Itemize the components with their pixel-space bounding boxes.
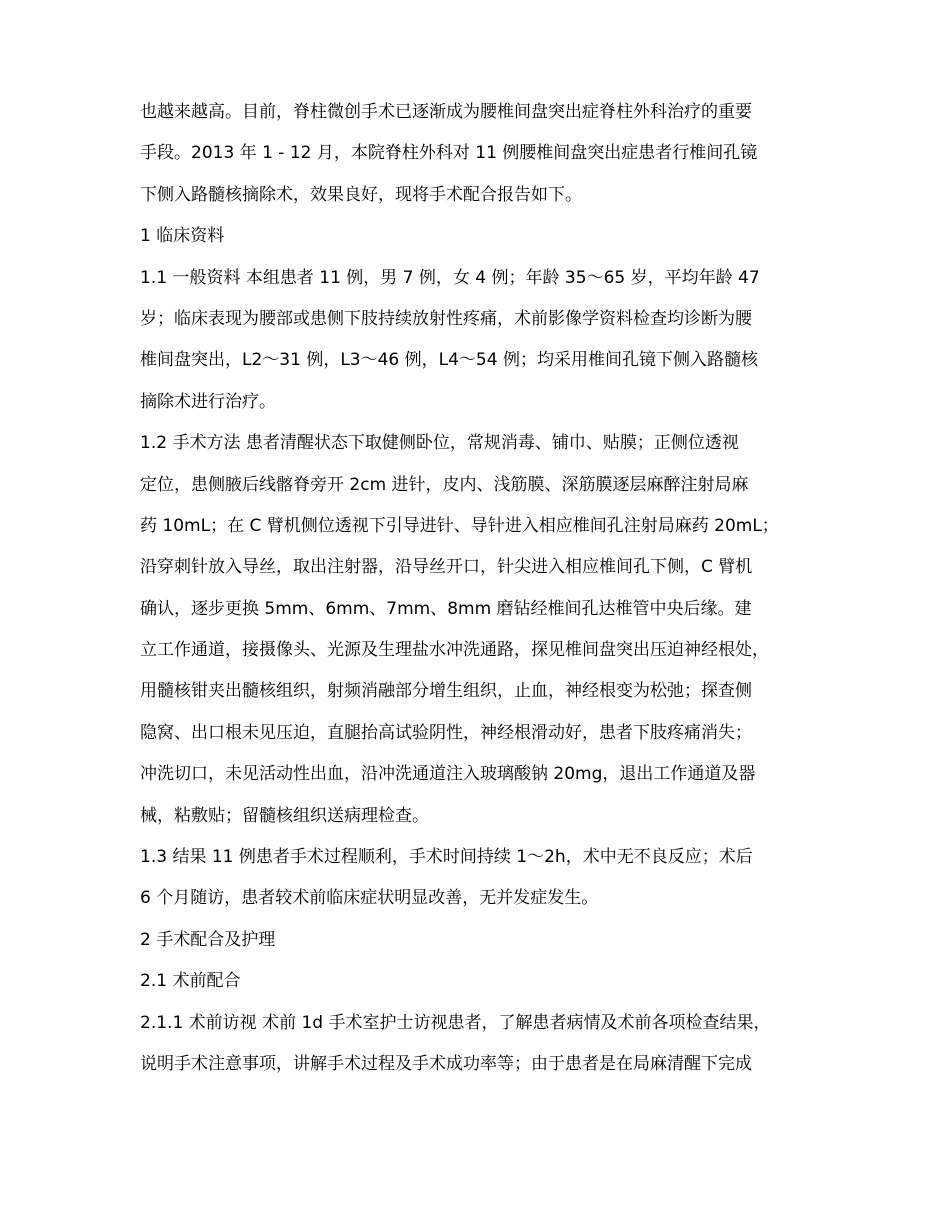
text-line: 下侧入路髓核摘除术，效果良好，现将手术配合报告如下。 (140, 184, 582, 205)
text-line: 隐窝、出口根未见压迫，直腿抬高试验阴性，神经根滑动好，患者下肢疼痛消失； (140, 722, 752, 743)
text-line: 沿穿刺针放入导丝，取出注射器，沿导丝开口，针尖进入相应椎间孔下侧，C 臂机 (140, 557, 753, 578)
text-line: 摘除术进行治疗。 (140, 391, 276, 412)
text-line: 岁；临床表现为腰部或患侧下肢持续放射性疼痛，术前影像学资料检查均诊断为腰 (140, 308, 752, 329)
text-line: 械，粘敷贴；留髓核组织送病理检查。 (140, 805, 429, 826)
text-line: 1.2 手术方法 患者清醒状态下取健侧卧位，常规消毒、铺巾、贴膜；正侧位透视 (140, 433, 739, 454)
section-heading: 2 手术配合及护理 (140, 929, 276, 950)
text-line: 1.3 结果 11 例患者手术过程顺利，手术时间持续 1～2h，术中无不良反应；术后 (140, 847, 753, 868)
text-line: 2.1.1 术前访视 术前 1d 手术室护士访视患者，了解患者病情及术前各项检查结果， (140, 1012, 771, 1033)
section-heading: 1 临床资料 (140, 226, 225, 247)
document-body (140, 92, 840, 1085)
text-line: 1.1 一般资料 本组患者 11 例，男 7 例，女 4 例；年龄 35～65 岁，平均年龄 47 (140, 267, 760, 288)
text-line: 用髓核钳夹出髓核组织，射频消融部分增生组织，止血，神经根变为松弛；探查侧 (140, 681, 752, 702)
text-line: 药 10mL；在 C 臂机侧位透视下引导进针、导针进入相应椎间孔注射局麻药 20mL； (140, 515, 779, 536)
text-line: 也越来越高。目前，脊柱微创手术已逐渐成为腰椎间盘突出症脊柱外科治疗的重要 (140, 102, 752, 122)
text-line: 说明手术注意事项，讲解手术过程及手术成功率等；由于患者是在局麻清醒下完成 (140, 1053, 752, 1074)
text-line: 6 个月随访，患者较术前临床症状明显改善，无并发症发生。 (140, 888, 599, 909)
subsection-heading: 2.1 术前配合 (140, 971, 241, 992)
text-line: 椎间盘突出，L2～31 例，L3～46 例，L4～54 例；均采用椎间孔镜下侧入路髓核 (140, 350, 758, 371)
text-line: 确认，逐步更换 5mm、6mm、7mm、8mm 磨钻经椎间孔达椎管中央后缘。建 (140, 598, 752, 619)
text-line: 立工作通道，接摄像头、光源及生理盐水冲洗通路，探见椎间盘突出压迫神经根处， (140, 640, 769, 661)
text-line: 手段。2013 年 1 - 12 月，本院脊柱外科对 11 例腰椎间盘突出症患者行椎间孔镜 (140, 143, 758, 164)
text-line: 定位，患侧腋后线髂脊旁开 2cm 进针，皮内、浅筋膜、深筋膜逐层麻醉注射局麻 (140, 474, 749, 495)
text-line: 冲洗切口，未见活动性出血，沿冲洗通道注入玻璃酸钠 20mg，退出工作通道及器 (140, 764, 756, 785)
